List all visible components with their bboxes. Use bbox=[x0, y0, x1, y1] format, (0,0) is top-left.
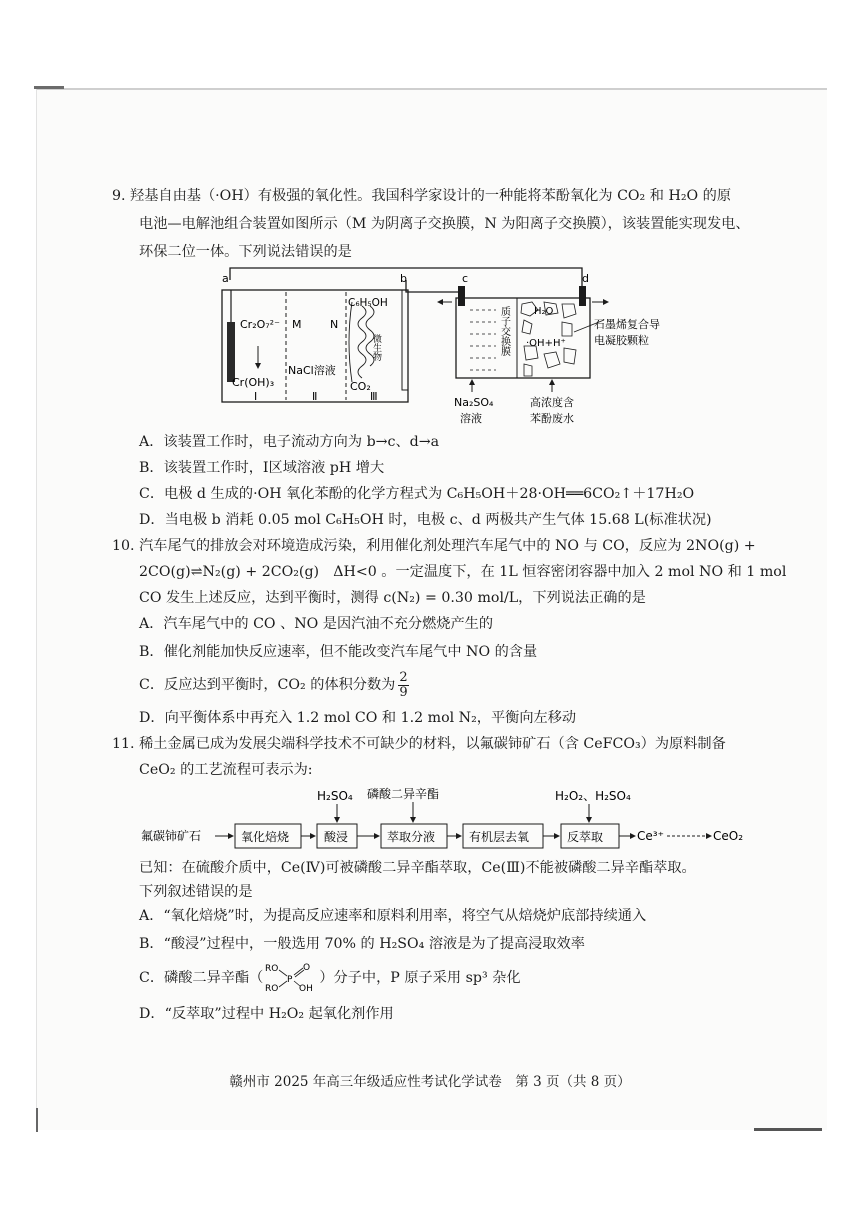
label-m: M bbox=[292, 318, 302, 331]
reagent-extractant: 磷酸二异辛酯 bbox=[367, 787, 440, 801]
label-phenol: C₆H₅OH bbox=[348, 297, 388, 309]
q9-option-c: C．电极 d 生成的·OH 氧化苯酚的化学方程式为 C₆H₅OH＋28·OH══6CO₂↑＋17H₂O bbox=[139, 486, 695, 502]
q9-stem-line1: 9. 羟基自由基（·OH）有极强的氧化性。我国科学家设计的一种能将苯酚氧化为 CO₂ 和 H₂O 的原 bbox=[112, 188, 732, 204]
q9-stem-line3: 环保二位一体。下列说法错误的是 bbox=[139, 244, 352, 260]
label-b: b bbox=[400, 272, 407, 285]
label-proton-membrane: 质子交换膜 bbox=[498, 306, 510, 356]
q11-option-a: A．“氧化焙烧”时，为提高反应速率和原料利用率，将空气从焙烧炉底部持续通入 bbox=[139, 908, 647, 924]
label-oh-h: ·OH+H⁺ bbox=[526, 338, 566, 349]
label-region3: Ⅲ bbox=[370, 390, 378, 403]
q11-prompt: 下列叙述错误的是 bbox=[139, 884, 253, 900]
flow-step-extract: 萃取分液 bbox=[387, 830, 436, 844]
label-a: a bbox=[222, 272, 229, 285]
scan-mark bbox=[34, 86, 64, 89]
label-cr2o7: Cr₂O₇²⁻ bbox=[240, 318, 280, 331]
q10-option-a: A．汽车尾气中的 CO 、NO 是因汽油不充分燃烧产生的 bbox=[139, 616, 494, 632]
q10-stem-line2: 2CO(g)⇌N₂(g) + 2CO₂(g) ΔH<0 。一定温度下，在 1L 恒容密闭容器中加入 2 mol NO 和 1 mol bbox=[139, 564, 787, 580]
flow-step-acid: 酸浸 bbox=[324, 830, 349, 844]
q11-option-c bbox=[139, 958, 521, 998]
label-co2: CO₂ bbox=[350, 380, 371, 393]
q9-option-a: A．该装置工作时，电子流动方向为 b→c、d→a bbox=[139, 434, 440, 450]
fraction-2-9 bbox=[398, 671, 408, 700]
reagent-h2o2: H₂O₂、H₂SO₄ bbox=[555, 789, 631, 803]
q11-known: 已知：在硫酸介质中，Ce(Ⅳ)可被磷酸二异辛酯萃取，Ce(Ⅲ)不能被磷酸二异辛酯萃取。 bbox=[139, 860, 696, 876]
electrode-c bbox=[458, 286, 465, 306]
q9-option-d: D．当电极 b 消耗 0.05 mol C₆H₅OH 时，电极 c、d 两极共产生气体 15.68 L(标准状况) bbox=[139, 512, 712, 528]
label-gel-2: 电凝胶颗粒 bbox=[594, 334, 649, 347]
label-nacl: NaCl溶液 bbox=[288, 364, 336, 377]
q10-option-c bbox=[139, 668, 409, 702]
scan-ink-mark bbox=[754, 1128, 822, 1131]
microbe-film bbox=[358, 306, 366, 378]
q11-process-flow bbox=[139, 786, 789, 858]
label-na2so4-1: Na₂SO₄ bbox=[454, 396, 494, 409]
struct-p: P bbox=[287, 975, 293, 985]
label-waste-2: 苯酚废水 bbox=[530, 412, 574, 425]
label-waste-1: 高浓度含 bbox=[530, 396, 574, 409]
q10-stem-line1: 10. 汽车尾气的排放会对环境造成污染，利用催化剂处理汽车尾气中的 NO 与 CO，反应为 2NO(g) + bbox=[112, 538, 756, 554]
label-n: N bbox=[330, 318, 339, 331]
label-gel-1: 石墨烯复合导 bbox=[594, 318, 660, 331]
q11-stem-line1: 11. 稀土金属已成为发展尖端科学技术不可缺少的材料，以氟碳铈矿石（含 CeFCO₃）为原料制备 bbox=[112, 736, 726, 752]
label-d: d bbox=[582, 272, 589, 285]
electrode-a-plate bbox=[227, 322, 235, 382]
flow-product-ceo2: CeO₂ bbox=[713, 829, 744, 843]
struct-ro-bottom: RO bbox=[265, 984, 279, 994]
struct-o: O bbox=[303, 963, 311, 973]
q11-option-c-prefix: C．磷酸二异辛酯（ bbox=[139, 970, 264, 986]
q10-stem-line3: CO 发生上述反应，达到平衡时，测得 c(N₂) = 0.30 mol/L，下列说法正确的是 bbox=[139, 590, 646, 606]
flow-product-ce3: Ce³⁺ bbox=[637, 829, 664, 843]
scan-edge-mark bbox=[36, 1108, 38, 1132]
phosphate-ester-structure bbox=[263, 959, 319, 997]
q9-option-b: B．该装置工作时，Ⅰ区域溶液 pH 增大 bbox=[139, 460, 385, 476]
q10-option-d: D．向平衡体系中再充入 1.2 mol CO 和 1.2 mol N₂，平衡向左移动 bbox=[139, 710, 577, 726]
flow-step-backextract: 反萃取 bbox=[567, 830, 604, 844]
reagent-h2so4: H₂SO₄ bbox=[317, 789, 353, 803]
q11-option-c-suffix: ）分子中，P 原子采用 sp³ 杂化 bbox=[319, 970, 521, 986]
q9-stem-line2: 电池—电解池组合装置如图所示（M 为阴离子交换膜，N 为阳离子交换膜），该装置能实现发电、 bbox=[139, 216, 750, 232]
flow-step-deoxy: 有机层去氧 bbox=[469, 830, 530, 844]
label-region1: Ⅰ bbox=[254, 390, 258, 403]
flow-start: 氟碳铈矿石 bbox=[141, 829, 202, 843]
label-microbe: 微生物 bbox=[371, 334, 381, 361]
electrode-d bbox=[579, 286, 586, 306]
label-region2: Ⅱ bbox=[312, 390, 318, 403]
electrode-b-plate bbox=[402, 290, 408, 390]
struct-ro-top: RO bbox=[265, 964, 279, 974]
q10-option-c-text: C．反应达到平衡时，CO₂ 的体积分数为 bbox=[139, 677, 396, 693]
struct-oh: OH bbox=[299, 984, 314, 994]
q11-stem-line2: CeO₂ 的工艺流程可表示为: bbox=[139, 762, 313, 778]
fraction-numerator: 2 bbox=[399, 669, 408, 685]
q11-option-b: B．“酸浸”过程中，一般选用 70% 的 H₂SO₄ 溶液是为了提高浸取效率 bbox=[139, 936, 585, 952]
q11-option-d: D．“反萃取”过程中 H₂O₂ 起氧化剂作用 bbox=[139, 1006, 394, 1022]
q10-option-b: B．催化剂能加快反应速率，但不能改变汽车尾气中 NO 的含量 bbox=[139, 644, 538, 660]
label-na2so4-2: 溶液 bbox=[460, 412, 482, 425]
q9-apparatus-figure bbox=[212, 262, 660, 432]
label-c: c bbox=[462, 272, 469, 285]
label-h2o: H₂O bbox=[534, 306, 554, 317]
fraction-denominator: 9 bbox=[399, 684, 408, 700]
flow-step-oxidation: 氧化焙烧 bbox=[241, 830, 290, 844]
page-footer: 赣州市 2025 年高三年级适应性考试化学试卷 第 3 页（共 8 页） bbox=[229, 1074, 631, 1090]
label-croh3: Cr(OH)₃ bbox=[232, 376, 275, 389]
